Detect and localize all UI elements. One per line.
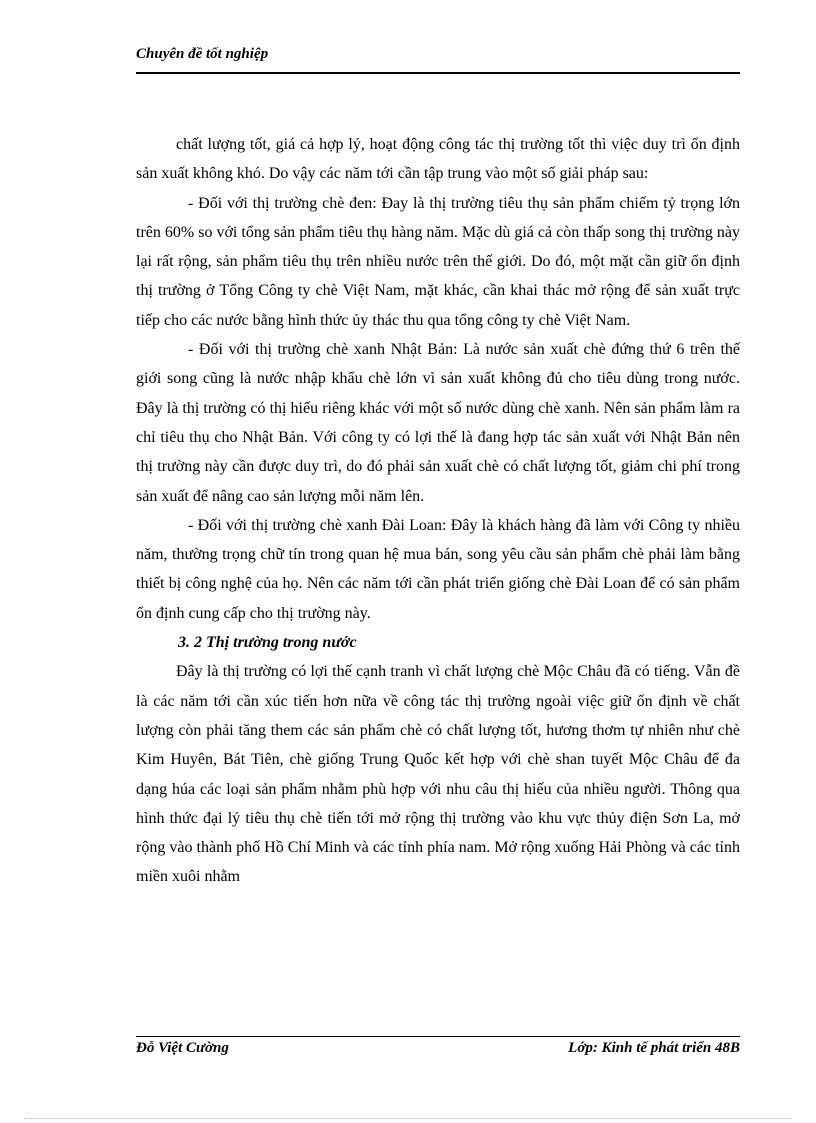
body-text bbox=[136, 130, 740, 892]
paragraph-domestic-market: Đây là thị trường có lợi thế cạnh tranh vì chất lượng chè Mộc Châu đã có tiếng. Vẫn đề là các năm tới cần xúc tiến hơn nữa về công tác thị trường ngoài việc giữ ổn định về chất lượng còn phải tăng them các sản phẩm chè có chất lượng tốt, hương thơm tự nhiên như chè Kim Huyên, Bát Tiên, chè giống Trung Quốc kết hợp với chè shan tuyết Mộc Châu để đa dạng húa các loại sản phẩm nhằm phù hợp với nhu câu thị hiếu của nhiều người. Thông qua hình thức đại lý tiêu thụ chè tiến tới mở rộng thị trường vào khu vực thủy điện Sơn La, mở rộng vào thành phố Hồ Chí Minh và các tỉnh phía nam. Mở rộng xuống Hải Phòng và các tỉnh miền xuôi nhằm bbox=[136, 663, 740, 886]
footer-class: Lớp: Kinh tế phát triển 48B bbox=[568, 1040, 740, 1056]
section-heading: 3. 2 Thị trường trong nước bbox=[178, 634, 357, 652]
footer-author: Đỗ Việt Cường bbox=[136, 1040, 229, 1056]
paragraph-taiwan-green-tea: - Đối với thị trường chè xanh Đài Loan: Đây là khách hàng đã làm với Công ty nhiều năm, thường trọng chữ tín trong quan hệ mua bán, song yêu cầu sản phẩm chè phải làm bằng thiết bị công nghệ của họ. Nên các năm tới cần phát triển giống chè Đài Loan để có sản phẩm ổn định cung cấp cho thị trường này. bbox=[136, 516, 740, 622]
paragraph-black-tea: - Đối với thị trường chè đen: Đay là thị trường tiêu thụ sản phẩm chiếm tỷ trọng lớn trên 60% so với tổng sản phẩm tiêu thụ hàng năm. Mặc dù giá cả còn thấp song thị trường này lại rất rộng, sản phẩm tiêu thụ trên nhiều nước trên thế giới. Do đó, một mặt cần giữ ổn định thị trường ở Tổng Công ty chè Việt Nam, mặt khác, cần khai thác mở rộng để sản xuất trực tiếp cho các nước bằng hình thức ủy thác thu qua tổng công ty chè Việt Nam. bbox=[136, 194, 740, 329]
header-rule bbox=[136, 72, 740, 74]
footer-rule bbox=[136, 1036, 740, 1037]
paragraph-continuation: chất lượng tốt, giá cả hợp lý, hoạt động công tác thị trường tốt thì việc duy trì ổn định sản xuất không khó. Do vậy các năm tới cần tập trung vào một số giải pháp sau: bbox=[136, 136, 740, 183]
page-edge bbox=[24, 1118, 792, 1119]
paragraph-japan-green-tea: - Đối với thị trường chè xanh Nhật Bản: Là nước sản xuất chè đứng thứ 6 trên thế giới song cũng là nước nhập khẩu chè lớn vì sản xuất không đủ cho tiêu dùng trong nước. Đây là thị trường có thị hiếu riêng khác với một số nước dùng chè xanh. Nên sản phẩm làm ra chỉ tiêu thụ cho Nhật Bản. Với công ty có lợi thế là đang hợp tác sản xuất với Nhật Bản nên thị trường này cần được duy trì, do đó phải sản xuất chè có chất lượng tốt, giảm chi phí trong sản xuất để nâng cao sản lượng mỗi năm lên. bbox=[136, 341, 740, 505]
header-title: Chuyên đề tốt nghiệp bbox=[136, 46, 269, 62]
